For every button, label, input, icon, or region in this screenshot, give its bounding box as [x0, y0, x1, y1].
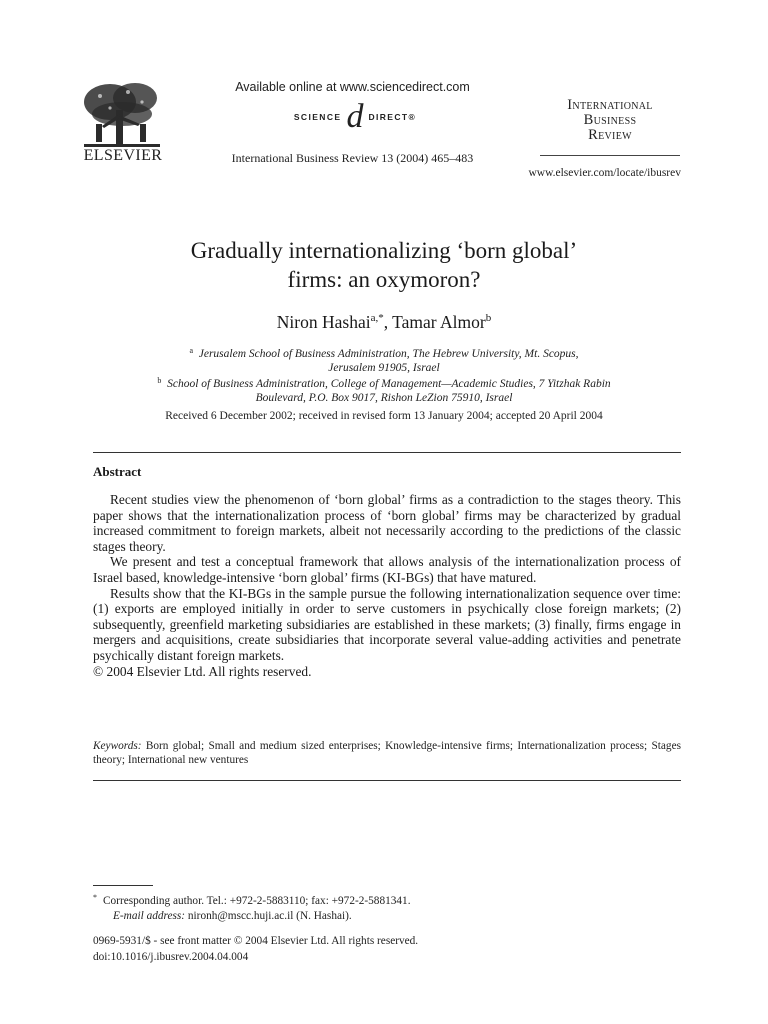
affiliation-text: Boulevard, P.O. Box 9017, Rishon LeZion 75910, Israel [255, 392, 513, 404]
footnote-line [93, 909, 681, 924]
abstract-paragraph: We present and test a conceptual framework that allows analysis of the internationalization process of Israel based, knowledge-intensive ‘born global’ firms (KI-BGs) that have matured. [93, 554, 681, 585]
affiliation-mark: b [157, 376, 162, 385]
footnote-line [93, 890, 681, 909]
title-line: firms: an oxymoron? [287, 267, 481, 292]
sciencedirect-left-text: SCIENCE [293, 112, 342, 122]
corresponding-author-footnote [93, 890, 681, 924]
doi-link[interactable]: doi:10.1016/j.ibusrev.2004.04.004 [93, 950, 249, 963]
journal-logo-line: International [567, 97, 653, 113]
front-matter-info [93, 934, 681, 965]
journal-logo-rule [540, 155, 680, 156]
author-marks[interactable]: b [485, 312, 492, 324]
email-label: E-mail address: [113, 910, 186, 922]
affiliation-b [100, 374, 668, 405]
author-list [80, 312, 688, 333]
abstract-paragraph: Recent studies view the phenomenon of ‘born global’ firms as a contradiction to the stages theory. This paper shows that the internationalization process of ‘born global’ firms may be characterized by gradual increased commitment to foreign markets, albeit not necessarily according to the predictions of the classic stages theory. [93, 492, 681, 554]
abstract-copyright: © 2004 Elsevier Ltd. All rights reserved. [93, 663, 312, 679]
sciencedirect-at-glyph: d [346, 98, 364, 135]
issn-line: 0969-5931/$ - see front matter © 2004 Elsevier Ltd. All rights reserved. [93, 935, 419, 947]
footnote-mark: * [93, 893, 97, 902]
keywords-text: Born global; Small and medium sized enterprises; Knowledge-intensive firms; Internationalization process; Stages theory; International new ventures [93, 740, 681, 767]
affiliation-mark: a [189, 346, 193, 355]
affiliation-text: School of Business Administration, College of Management—Academic Studies, 7 Yitzhak Rabin [167, 378, 611, 390]
affiliation-text: Jerusalem School of Business Administration, The Hebrew University, Mt. Scopus, [198, 348, 579, 360]
journal-logo-line: Business [583, 112, 637, 128]
journal-citation: International Business Review 13 (2004) 465–483 [231, 151, 474, 165]
author-separator: , [383, 312, 393, 332]
sciencedirect-right-text: DIRECT® [368, 112, 417, 122]
keywords [93, 739, 681, 768]
abstract-top-rule [93, 452, 681, 453]
footnote-rule [93, 885, 153, 886]
received-dates: Received 6 December 2002; received in revised form 13 January 2004; accepted 20 April 2004 [165, 410, 603, 422]
keywords-label: Keywords: [93, 740, 142, 752]
email-link[interactable]: nironh@mscc.huji.ac.il (N. Hashai). [187, 910, 352, 922]
abstract-paragraph: Results show that the KI-BGs in the sample pursue the following internationalization sequence over time: (1) exports are employed initially in order to serve customers in psychically close foreign markets; (2) subsequently, greenfield marketing subsidiaries are established in these markets; (3) finally, firms engage in mergers and acquisitions, create subsidiaries that incorporate several value-adding activities and penetrate psychically distant foreign markets. [93, 585, 681, 663]
affiliation-a [140, 344, 628, 375]
available-online-text: Available online at www.sciencedirect.com [235, 80, 470, 94]
elsevier-tree-logo [80, 80, 164, 154]
author-name: Tamar Almor [392, 312, 486, 332]
abstract-body [93, 492, 681, 679]
author-name: Niron Hashai [276, 312, 371, 332]
abstract-heading: Abstract [93, 464, 142, 479]
abstract-bottom-rule [93, 780, 681, 781]
author-marks[interactable]: a,* [370, 312, 384, 324]
corresponding-author-text: Corresponding author. Tel.: +972-2-5883110; fax: +972-2-5881341. [103, 895, 411, 907]
journal-logo-line: Review [588, 127, 632, 143]
article-title [80, 236, 688, 294]
affiliation-text: Jerusalem 91905, Israel [328, 362, 440, 374]
sciencedirect-logo [255, 100, 455, 134]
publisher-name: ELSEVIER [83, 147, 163, 164]
journal-logo [540, 98, 680, 143]
journal-url-link[interactable]: www.elsevier.com/locate/ibusrev [528, 167, 681, 179]
title-line: Gradually internationalizing ‘born global’ [190, 238, 578, 263]
